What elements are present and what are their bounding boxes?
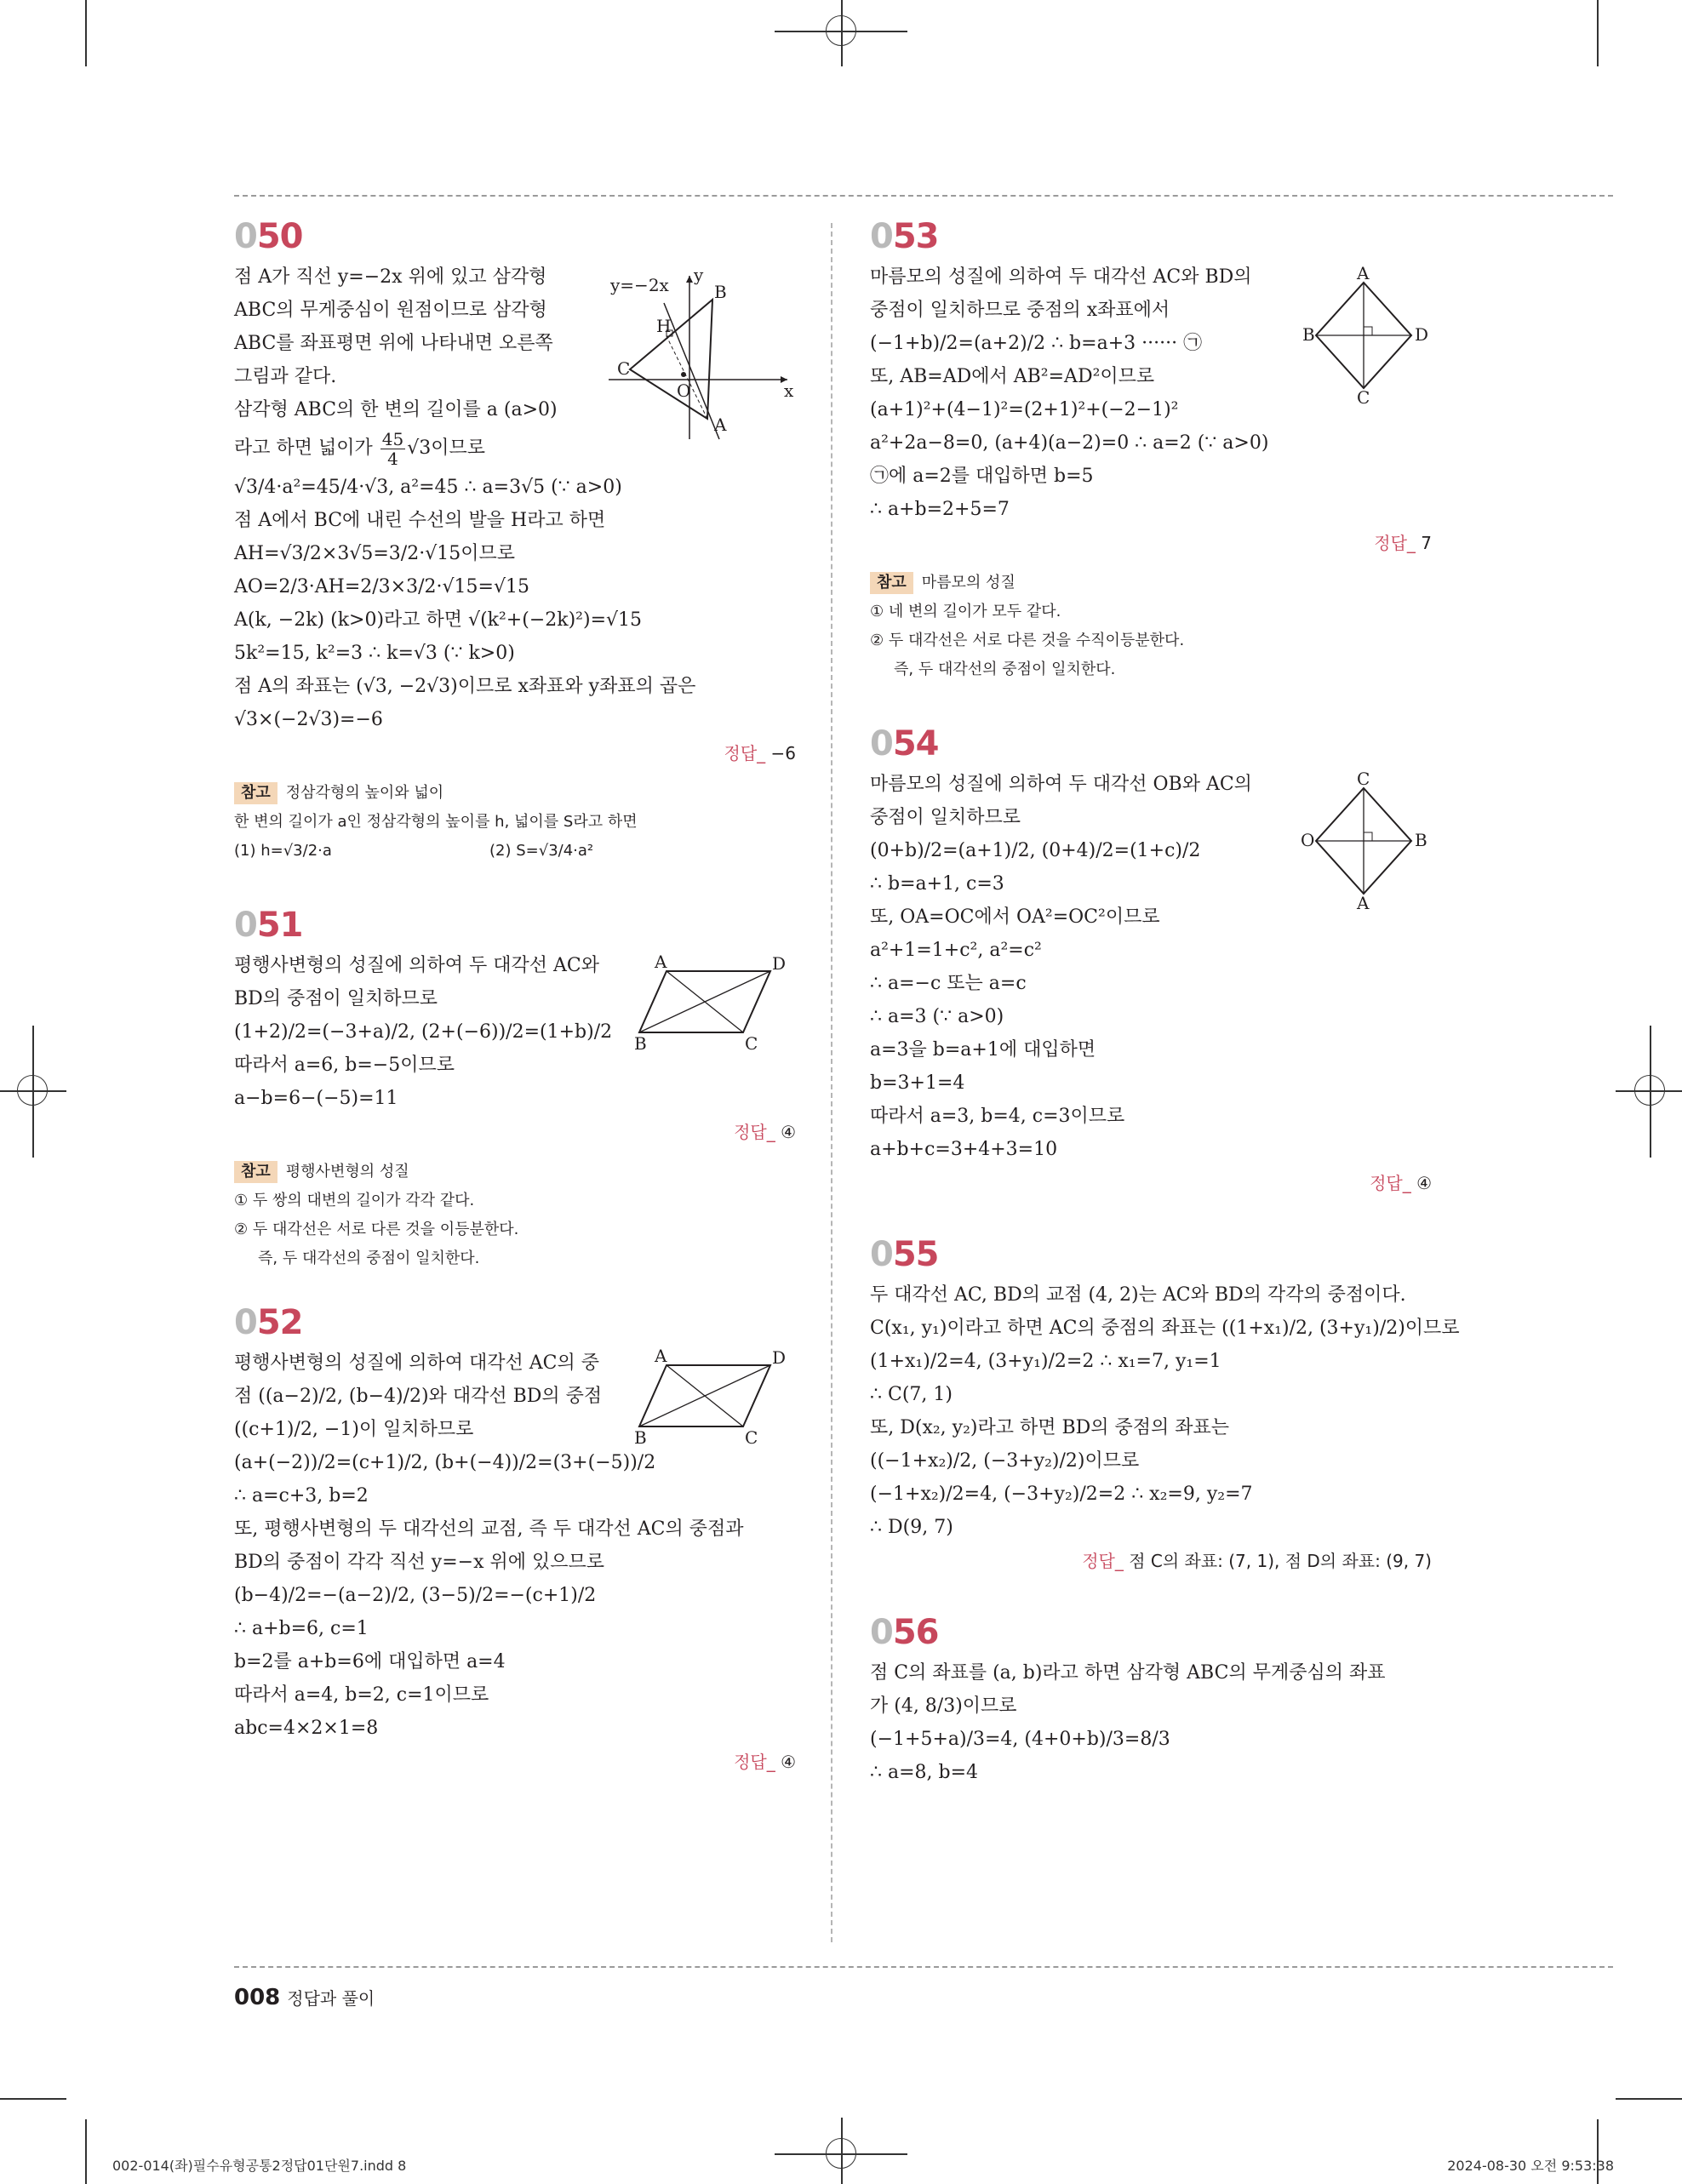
solution-line: 그림과 같다. (234, 366, 337, 387)
solution-line: 삼각형 ABC의 한 변의 길이를 a (a>0) (234, 399, 558, 420)
solution-line: 마름모의 성질에 의하여 두 대각선 OB와 AC의 (870, 774, 1252, 795)
crop-mark (85, 0, 87, 66)
registration-mark-bottom-v (841, 2118, 843, 2184)
diagonal-bd (639, 1365, 770, 1426)
column-divider (831, 223, 832, 1942)
fig-label: C (617, 358, 631, 379)
solution-line: AH=√3/2×3√5=3/2·√15이므로 (234, 543, 515, 564)
problem-number: 056 (870, 1613, 939, 1652)
solution-line: (0+b)/2=(a+1)/2, (0+4)/2=(1+c)/2 (870, 840, 1201, 861)
solution-line: 또, D(x₂, y₂)라고 하면 BD의 중점의 좌표는 (870, 1417, 1230, 1438)
solution-line: 5k²=15, k²=3 ∴ k=√3 (∵ k>0) (234, 643, 515, 664)
solution-line: 점 C의 좌표를 (a, b)라고 하면 삼각형 ABC의 무게중심의 좌표 (870, 1662, 1386, 1684)
fig-label: D (772, 953, 787, 974)
fig-label: C (1357, 769, 1370, 789)
problem-053 (870, 213, 1432, 684)
fig-label: B (634, 1033, 647, 1054)
note-tag: 참고 (870, 572, 913, 594)
solution-line: ((−1+x₂)/2, (−3+y₂)/2)이므로 (870, 1450, 1140, 1472)
top-divider (234, 195, 1613, 197)
note-title: 정삼각형의 높이와 넓이 (285, 784, 444, 802)
solution-line: b=2를 a+b=6에 대입하면 a=4 (234, 1651, 506, 1672)
solution-line: abc=4×2×1=8 (234, 1718, 379, 1739)
answer: 정답_ ④ (734, 1122, 796, 1142)
note-line: 즉, 두 대각선의 중점이 일치한다. (258, 1249, 480, 1267)
fig-label: A (714, 415, 727, 435)
solution-line: C(x₁, y₁)이라고 하면 AC의 중점의 좌표는 ((1+x₁)/2, (3+y₁)/2)이므로 (870, 1318, 1460, 1339)
solution-line: ABC의 무게중심이 원점이므로 삼각형 (234, 300, 547, 321)
solution-line: 두 대각선 AC, BD의 교점 (4, 2)는 AC와 BD의 각각의 중점이다. (870, 1284, 1406, 1306)
crop-mark (85, 2119, 87, 2184)
solution-line: ∴ a=8, b=4 (870, 1762, 979, 1783)
solution-line: √3/4·a²=45/4·√3, a²=45 ∴ a=3√5 (∵ a>0) (234, 477, 622, 498)
problem-number: 051 (234, 906, 303, 945)
fig-label: D (772, 1347, 787, 1368)
bottom-divider (234, 1966, 1613, 1968)
solution-line: 점 A의 좌표는 (√3, −2√3)이므로 x좌표와 y좌표의 곱은 (234, 676, 696, 697)
problem-number: 053 (870, 217, 939, 256)
fig-label: H (656, 316, 672, 336)
problem-number: 052 (234, 1303, 303, 1342)
solution-line: (1+x₁)/2=4, (3+y₁)/2=2 ∴ x₁=7, y₁=1 (870, 1351, 1221, 1372)
problem-052 (234, 1299, 796, 1779)
note-line: ① 두 쌍의 대변의 길이가 각각 같다. (234, 1192, 475, 1209)
note-line: (1) h=√3/2·a (2) S=√3/4·a² (234, 842, 594, 860)
figure-054-rhombus (1301, 769, 1432, 913)
solution-line: ∴ a+b=6, c=1 (234, 1618, 369, 1639)
solution-line: 따라서 a=3, b=4, c=3이므로 (870, 1106, 1125, 1127)
solution-line: a²+1=1+c², a²=c² (870, 940, 1042, 961)
problem-056 (870, 1609, 1432, 1789)
solution-line: a−b=6−(−5)=11 (234, 1088, 398, 1109)
fig-label: A (1357, 893, 1370, 913)
solution-line: AO=2/3·AH=2/3×3/2·√15=√15 (234, 576, 529, 597)
crop-mark (0, 2098, 66, 2100)
solution-line: (−1+b)/2=(a+2)/2 ∴ b=a+3 ······ ㉠ (870, 333, 1203, 354)
fig-label: B (1415, 830, 1427, 850)
crop-mark (1616, 2098, 1682, 2100)
figure-053-rhombus (1302, 263, 1432, 408)
answer: 정답_ ④ (1370, 1173, 1432, 1193)
fig-label: x (784, 380, 794, 401)
solution-line: 따라서 a=6, b=−5이므로 (234, 1055, 455, 1076)
crop-mark (1597, 0, 1599, 66)
solution-line: (1+2)/2=(−3+a)/2, (2+(−6))/2=(1+b)/2 (234, 1021, 613, 1043)
solution-line: ∴ D(9, 7) (870, 1517, 953, 1538)
fig-label: D (1415, 324, 1429, 345)
answer: 정답_ −6 (724, 743, 796, 763)
solution-line: (a+(−2))/2=(c+1)/2, (b+(−4))/2=(3+(−5))/2 (234, 1452, 656, 1473)
solution-line: ∴ a=3 (∵ a>0) (870, 1006, 1004, 1027)
solution-line: BD의 중점이 각각 직선 y=−x 위에 있으므로 (234, 1552, 604, 1573)
solution-line: (−1+x₂)/2=4, (−3+y₂)/2=2 ∴ x₂=9, y₂=7 (870, 1484, 1253, 1505)
fig-label: O (1301, 830, 1315, 850)
left-column (234, 213, 796, 1779)
problem-number: 055 (870, 1235, 939, 1274)
solution-line: 점 ((a−2)/2, (b−4)/2)와 대각선 BD의 중점 (234, 1386, 603, 1407)
registration-mark-top-v (841, 0, 843, 66)
page-number: 008 (234, 1985, 281, 2010)
solution-line: 점 A에서 BC에 내린 수선의 발을 H라고 하면 (234, 510, 606, 531)
solution-line: (a+1)²+(4−1)²=(2+1)²+(−2−1)² (870, 399, 1179, 420)
fig-label: C (1357, 387, 1370, 408)
note-box (870, 569, 1432, 684)
note-tag: 참고 (234, 782, 277, 804)
solution-line: √3×(−2√3)=−6 (234, 709, 383, 730)
problem-054 (870, 720, 1432, 1200)
solution-line: 점 A가 직선 y=−2x 위에 있고 삼각형 (234, 266, 547, 288)
fig-label: y=−2x (610, 275, 669, 295)
print-slug-left: 002-014(좌)필수유형공통2정답01단원7.indd 8 (112, 2158, 407, 2174)
solution-line: 또, AB=AD에서 AB²=AD²이므로 (870, 366, 1155, 387)
solution-line: ABC를 좌표평면 위에 나타내면 오른쪽 (234, 333, 553, 354)
fig-label: B (1302, 324, 1315, 345)
fig-label: y (694, 265, 704, 285)
solution-line: ㉠에 a=2를 대입하면 b=5 (870, 466, 1094, 487)
solution-line: b=3+1=4 (870, 1072, 965, 1094)
triangle-abc (630, 300, 712, 419)
solution-line: ∴ a=−c 또는 a=c (870, 973, 1027, 994)
solution-line: a=3을 b=a+1에 대입하면 (870, 1039, 1096, 1061)
problem-number: 050 (234, 217, 303, 256)
note-title: 평행사변형의 성질 (285, 1163, 409, 1181)
footer-title: 정답과 풀이 (287, 1988, 375, 2009)
registration-mark-right-h (1616, 1090, 1682, 1092)
solution-line: 마름모의 성질에 의하여 두 대각선 AC와 BD의 (870, 266, 1252, 288)
note-line: 즉, 두 대각선의 중점이 일치한다. (894, 660, 1116, 678)
note-line: ① 네 변의 길이가 모두 같다. (870, 603, 1061, 620)
note-title: 마름모의 성질 (921, 574, 1015, 592)
note-line: ② 두 대각선은 서로 다른 것을 이등분한다. (234, 1221, 519, 1238)
solution-line: a²+2a−8=0, (a+4)(a−2)=0 ∴ a=2 (∵ a>0) (870, 432, 1269, 454)
note-box (234, 1158, 796, 1273)
solution-line: ∴ C(7, 1) (870, 1384, 953, 1405)
note-line: 한 변의 길이가 a인 정삼각형의 높이를 h, 넓이를 S라고 하면 (234, 813, 638, 831)
fig-label: C (745, 1427, 758, 1448)
solution-line: 평행사변형의 성질에 의하여 두 대각선 AC와 (234, 955, 599, 976)
solution-line: 가 (4, 8/3)이므로 (870, 1695, 1017, 1717)
solution-line: (b−4)/2=−(a−2)/2, (3−5)/2=−(c+1)/2 (234, 1585, 597, 1606)
fig-label: C (745, 1033, 758, 1054)
solution-line: 따라서 a=4, b=2, c=1이므로 (234, 1684, 489, 1706)
solution-line: BD의 중점이 일치하므로 (234, 988, 438, 1009)
answer: 정답_ ④ (734, 1752, 796, 1772)
problem-number: 054 (870, 724, 939, 763)
diagonal-bd (639, 971, 770, 1032)
solution-line: 중점이 일치하므로 중점의 x좌표에서 (870, 300, 1170, 321)
figure-050-coordinate-triangle (609, 265, 796, 448)
fraction: $\frac{45}{4}$ (381, 428, 404, 469)
note-line: ② 두 대각선은 서로 다른 것을 수직이등분한다. (870, 632, 1185, 649)
registration-mark-left-v (32, 1026, 34, 1158)
fig-label: O (677, 380, 691, 401)
answer: 정답_ 7 (1374, 533, 1432, 553)
fig-label: A (655, 1346, 667, 1366)
solution-line: 또, OA=OC에서 OA²=OC²이므로 (870, 906, 1160, 928)
right-column (870, 213, 1460, 1789)
solution-line: ((c+1)/2, −1)이 일치하므로 (234, 1419, 474, 1440)
solution-line: ∴ a+b=2+5=7 (870, 499, 1010, 520)
problem-051 (234, 901, 796, 1273)
solution-line: (−1+5+a)/3=4, (4+0+b)/3=8/3 (870, 1729, 1170, 1750)
solution-line: 라고 하면 넓이가 $\frac{45}{4}$ √3이므로 (234, 428, 485, 469)
fig-label: A (1357, 263, 1370, 283)
solution-line: 중점이 일치하므로 (870, 807, 1021, 828)
fig-label: B (714, 282, 727, 302)
solution-line: a+b+c=3+4+3=10 (870, 1139, 1058, 1160)
note-tag: 참고 (234, 1161, 277, 1183)
solution-line: 평행사변형의 성질에 의하여 대각선 AC의 중 (234, 1352, 599, 1374)
solution-line: ∴ a=c+3, b=2 (234, 1485, 369, 1507)
figure-051-parallelogram (634, 952, 787, 1054)
problem-055 (870, 1231, 1460, 1578)
note-box (234, 779, 796, 866)
solution-line: 또, 평행사변형의 두 대각선의 교점, 즉 두 대각선 AC의 중점과 (234, 1518, 744, 1540)
solution-line: A(k, −2k) (k>0)라고 하면 √(k²+(−2k)²)=√15 (234, 609, 643, 631)
solution-line: ∴ b=a+1, c=3 (870, 873, 1004, 895)
fig-label: A (655, 952, 667, 972)
problem-050 (234, 213, 796, 866)
fig-label: B (634, 1427, 647, 1448)
answer: 정답_ 점 C의 좌표: (7, 1), 점 D의 좌표: (9, 7) (1082, 1551, 1432, 1571)
page-footer (234, 1985, 375, 2010)
figure-052-parallelogram (634, 1346, 787, 1448)
print-slug-right: 2024-08-30 오전 9:53:38 (1447, 2158, 1614, 2174)
registration-mark-right-v (1650, 1026, 1651, 1158)
